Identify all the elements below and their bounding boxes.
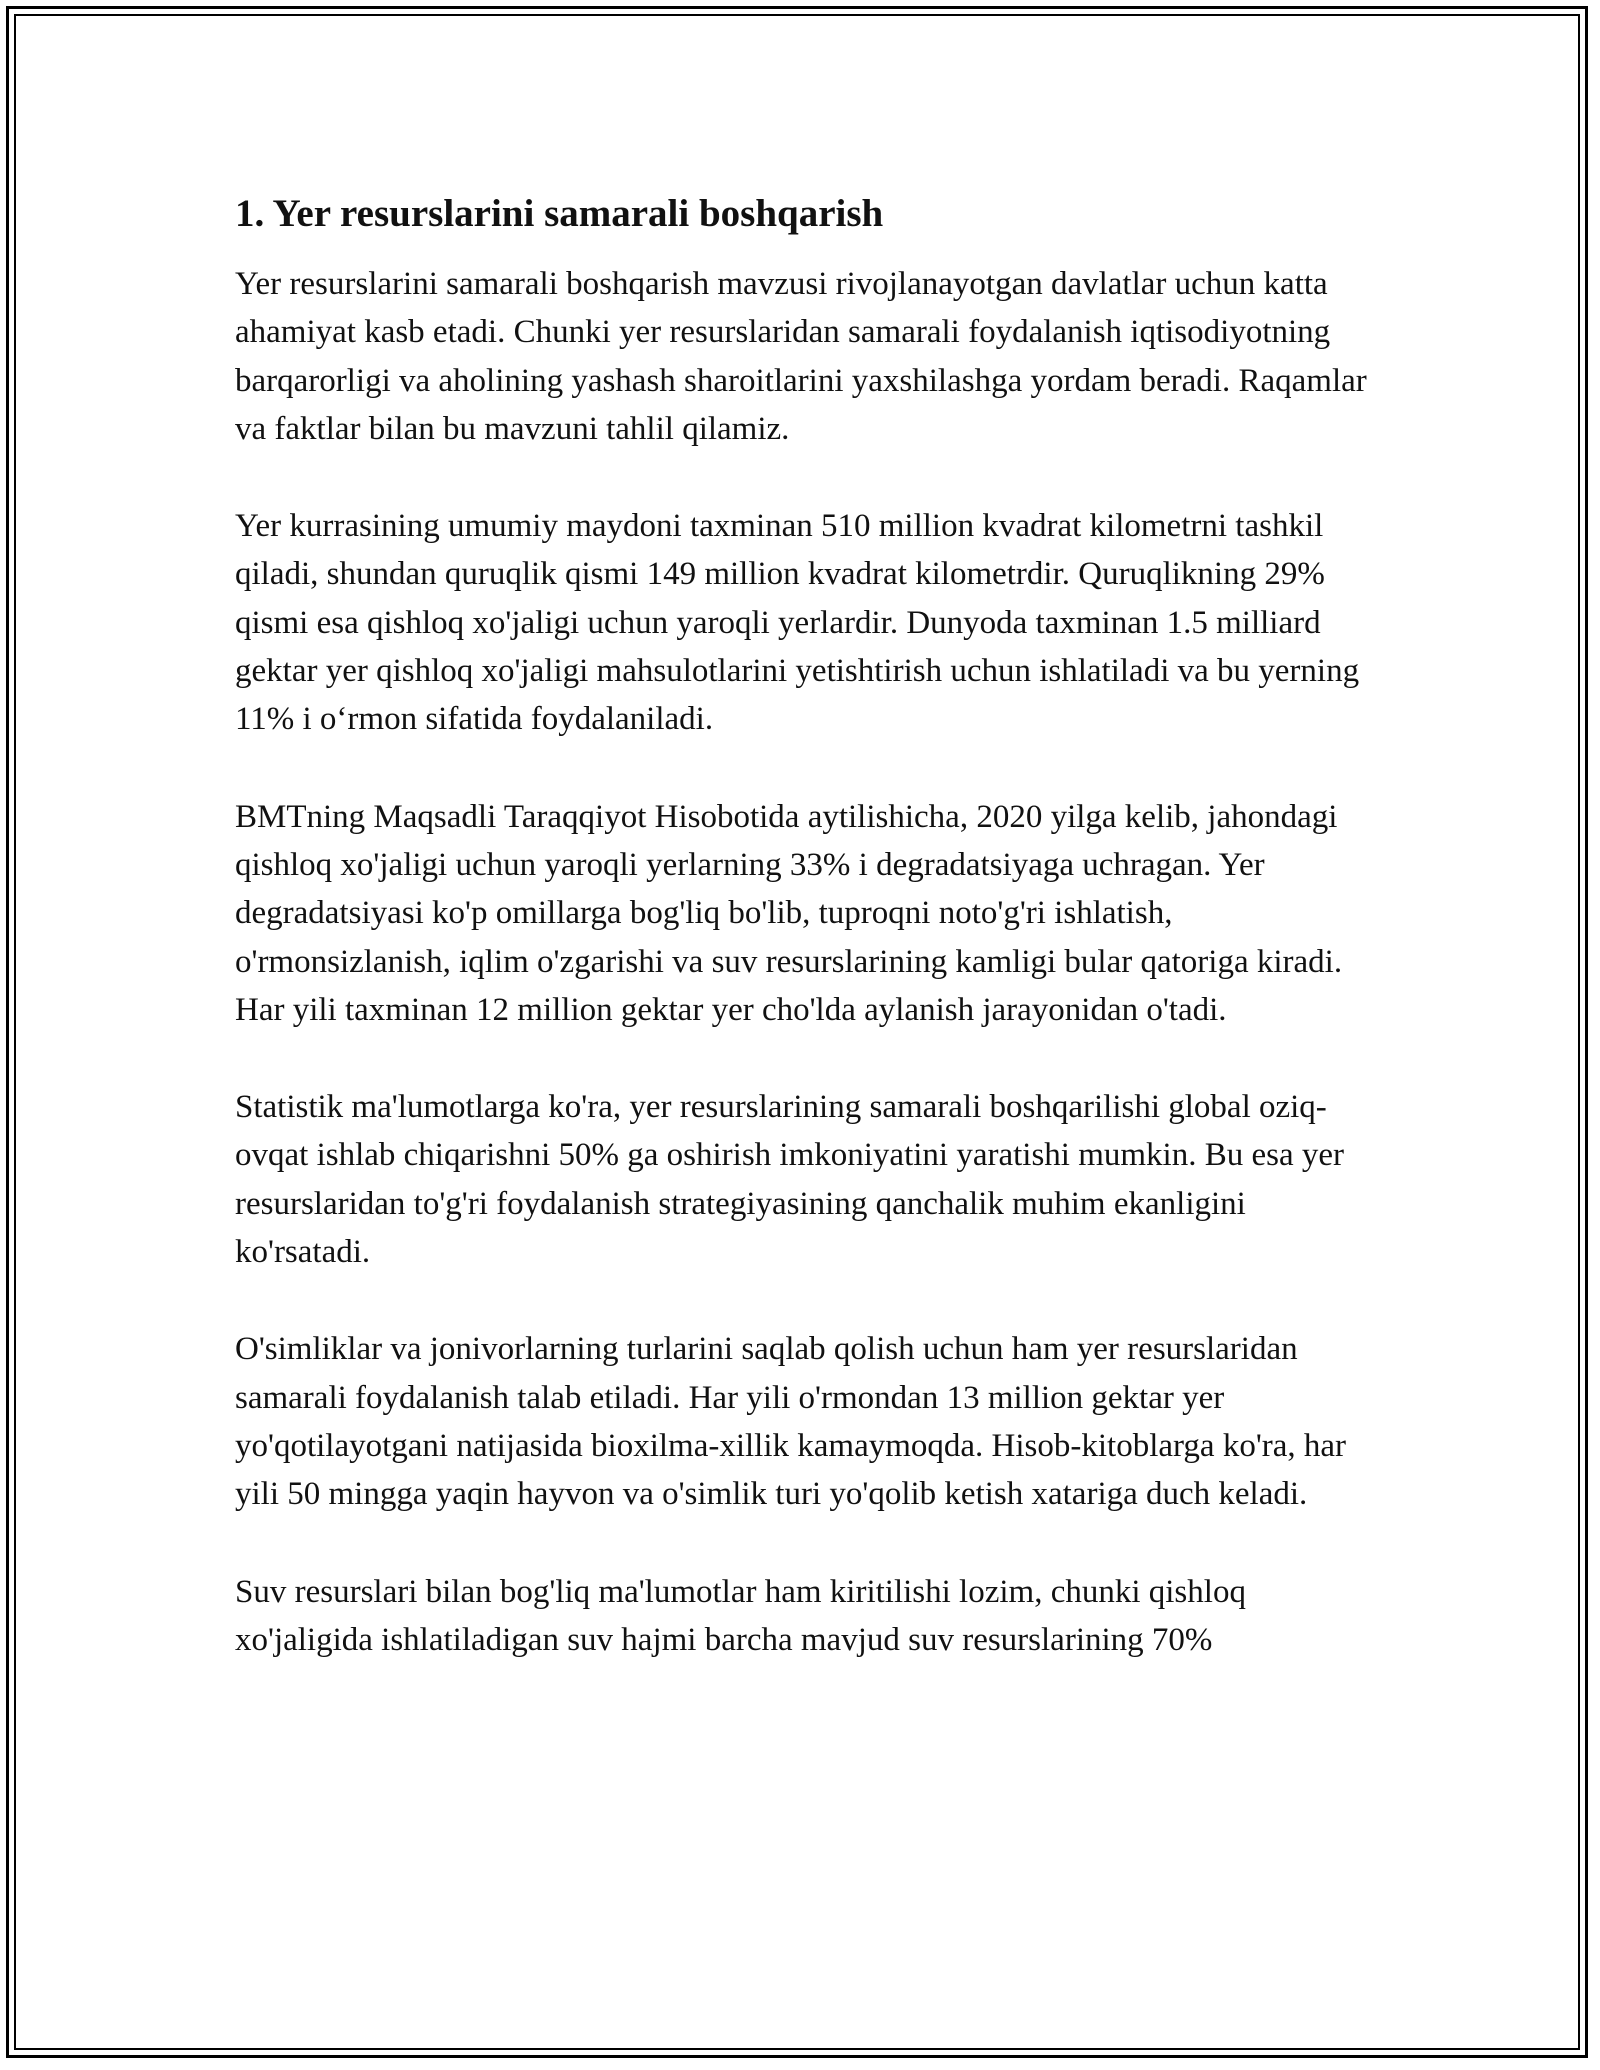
paragraph-water-resources: Suv resurslari bilan bog'liq ma'lumotlar ham kiritilishi lozim, chunki qishloq xo'jaligida ishlatiladigan suv hajmi barcha mavjud suv resurslarining 70% bbox=[235, 1573, 1246, 1658]
paragraph-land-area: Yer kurrasining umumiy maydoni taxminan 510 million kvadrat kilometrni tashkil qiladi, shundan quruqlik qismi 149 million kvadrat kilometrdir. Quruqlikning 29% qismi esa qishloq xo'jaligi uchun yaroqli yerlardir. Dunyoda taxminan 1.5 milliard gektar yer qishloq xo'jaligi mahsulotlarini yetishtirish uchun ishlatiladi va bu yerning 11% i o‘rmon sifatida foydalaniladi. bbox=[235, 508, 1360, 738]
paragraph-degradation: BMTning Maqsadli Taraqqiyot Hisobotida aytilishicha, 2020 yilga kelib, jahondagi qishloq xo'jaligi uchun yaroqli yerlarning 33% i degradatsiyaga uchragan. Yer degradatsiyasi ko'p omillarga bog'liq bo'lib, tuproqni noto'g'ri ishlatish, o'rmonsizlanish, iqlim o'zgarishi va suv resurslarining kamligi bular qatoriga kiradi. Har yili taxminan 12 million gektar yer cho'lda aylanish jarayonidan o'tadi. bbox=[235, 798, 1343, 1028]
paragraph-biodiversity: O'simliklar va jonivorlarning turlarini saqlab qolish uchun ham yer resurslaridan samarali foydalanish talab etiladi. Har yili o'rmondan 13 million gektar yer yo'qotilayotgani natijasida bioxilma-xillik kamaymoqda. Hisob-kitoblarga ko'ra, har yili 50 mingga yaqin hayvon va o'simlik turi yo'qolib ketish xatariga duch keladi. bbox=[235, 1331, 1347, 1513]
paragraph-food-production: Statistik ma'lumotlarga ko'ra, yer resurslarining samarali boshqarilishi global oziq-ovqat ishlab chiqarishni 50% ga oshirish imkoniyatini yaratishi mumkin. Bu esa yer resurslaridan to'g'ri foydalanish strategiyasining qanchalik muhim ekanligini ko'rsatadi. bbox=[235, 1089, 1344, 1271]
paragraph-intro: Yer resurslarini samarali boshqarish mavzusi rivojlanayotgan davlatlar uchun katta ahamiyat kasb etadi. Chunki yer resurslaridan samarali foydalanish iqtisodiyotning barqarorligi va aholining yashash sharoitlarini yaxshilashga yordam beradi. Raqamlar va faktlar bilan bu mavzuni tahlil qilamiz. bbox=[235, 266, 1367, 447]
section-heading: 1. Yer resurslarini samarali boshqarish bbox=[235, 192, 884, 235]
document-body bbox=[235, 186, 1370, 1713]
